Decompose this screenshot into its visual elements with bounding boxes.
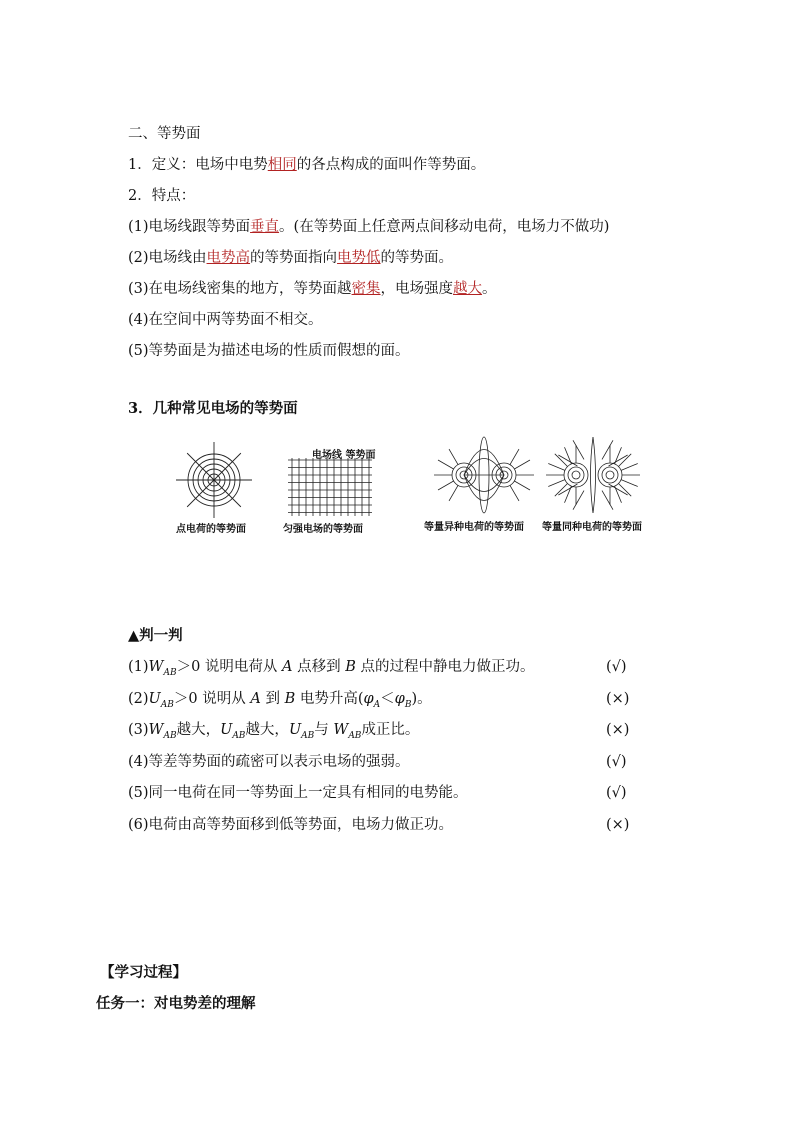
point-charge-figure xyxy=(174,440,254,520)
uniform-field-caption: 匀强电场的等势面 xyxy=(283,524,363,535)
judge-mark: (×) xyxy=(606,722,630,738)
feature-4: (4)在空间中两等势面不相交。 xyxy=(128,312,323,328)
feature-5: (5)等势面是为描述电场的性质而假想的面。 xyxy=(128,343,410,359)
same-charges-figure xyxy=(546,432,658,518)
process-heading: 【学习过程】 xyxy=(100,964,187,981)
uniform-legend: 电场线 等势面 xyxy=(312,450,376,461)
feature-2: (2)电场线由电势高的等势面指向电势低的等势面。 xyxy=(128,250,454,266)
judge-mark: (√) xyxy=(606,659,627,675)
point-charge-caption: 点电荷的等势面 xyxy=(176,524,246,535)
judge-item: (6)电荷由高等势面移到低等势面，电场力做正功。 xyxy=(128,816,454,833)
judge-item: (5)同一电荷在同一等势面上一定具有相同的电势能。 xyxy=(128,785,468,801)
feature-3: (3)在电场线密集的地方，等势面越密集，电场强度越大。 xyxy=(128,281,497,297)
blank-answer: 密集 xyxy=(351,281,381,297)
opposite-charges-figure xyxy=(430,432,542,518)
opposite-charges-caption: 等量异种电荷的等势面 xyxy=(424,522,524,533)
definition-line: 1．定义：电场中电势相同的各点构成的面叫作等势面。 xyxy=(128,157,486,173)
task-1-heading: 任务一：对电势差的理解 xyxy=(96,995,256,1012)
blank-answer: 相同 xyxy=(267,157,297,173)
judge-heading: ▲判一判 xyxy=(128,627,183,644)
judge-item: $(2)U_{AB}>0$ 说明从 A 到 B 电势升高$(\varphi_A<\varphi_B)$。 xyxy=(128,690,432,710)
judge-mark: (√) xyxy=(606,753,627,770)
uniform-field-figure xyxy=(288,456,372,518)
common-fields-heading: 3．几种常见电场的等势面 xyxy=(128,400,298,417)
judge-item: $(1)W_{AB}>0$ 说明电荷从 A 点移到 B 点的过程中静电力做正功。 xyxy=(128,659,535,678)
blank-answer: 电势高 xyxy=(206,250,251,266)
judge-mark: (√) xyxy=(606,785,627,801)
blank-answer: 电势低 xyxy=(337,250,381,266)
section-heading-equipotential: 二、等势面 xyxy=(128,126,201,142)
judge-mark: (×) xyxy=(606,690,630,707)
blank-answer: 越大 xyxy=(453,281,483,297)
blank-answer: 垂直 xyxy=(250,219,280,235)
judge-item: $(3)W_{AB}$越大，$U_{AB}$越大，$U_{AB}$与 $W_{AB}$成正比。 xyxy=(128,722,420,741)
features-heading: 2．特点： xyxy=(128,188,196,204)
same-charges-caption: 等量同种电荷的等势面 xyxy=(542,522,642,533)
feature-1: (1)电场线跟等势面垂直。(在等势面上任意两点间移动电荷，电场力不做功) xyxy=(128,219,610,235)
judge-item: (4)等差等势面的疏密可以表示电场的强弱。 xyxy=(128,753,410,770)
judge-mark: (×) xyxy=(606,816,630,833)
